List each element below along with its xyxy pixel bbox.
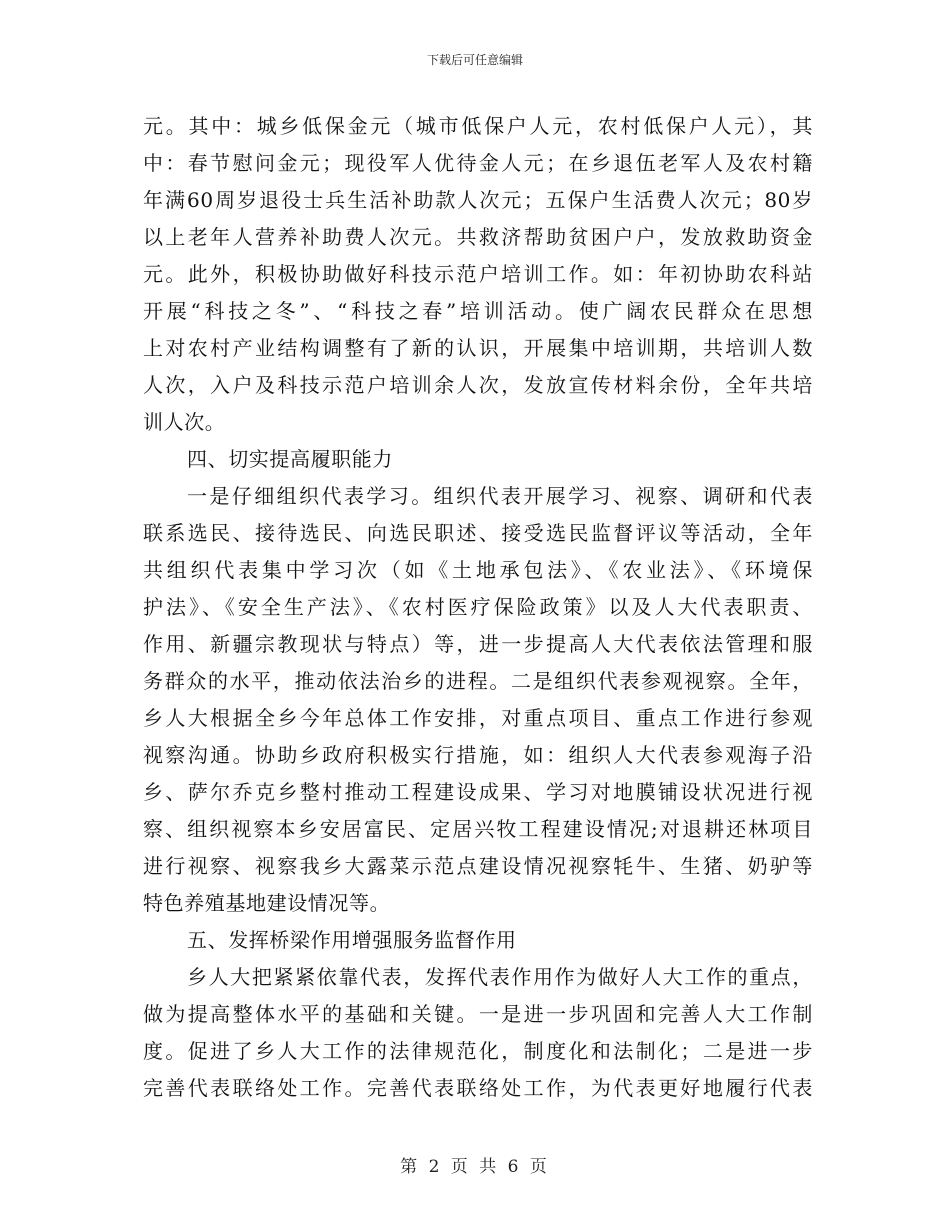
body-line: 完善代表联络处工作。完善代表联络处工作，为代表更好地履行代表 — [143, 1076, 813, 1100]
body-line: 元。其中：城乡低保金元（城市低保户人元，农村低保户人元），其 — [143, 114, 813, 138]
page-number: 第 2 页 共 6 页 — [400, 1157, 550, 1177]
body-line: 年满60周岁退役士兵生活补助款人次元；五保户生活费人次元；80岁 — [143, 188, 813, 212]
body-line: 人次，入户及科技示范户培训余人次，发放宣传材料余份，全年共培 — [143, 373, 813, 397]
body-line: 乡人大根据全乡今年总体工作安排，对重点项目、重点工作进行参观 — [143, 706, 813, 730]
body-line: 中：春节慰问金元；现役军人优待金人元；在乡退伍老军人及农村籍 — [143, 151, 813, 175]
section-heading: 五、发挥桥梁作用增强服务监督作用 — [187, 928, 517, 952]
body-line: 上对农村产业结构调整有了新的认识，开展集中培训期，共培训人数 — [143, 336, 813, 360]
body-line: 乡人大把紧紧依靠代表，发挥代表作用作为做好人大工作的重点， — [187, 965, 813, 989]
body-line: 联系选民、接待选民、向选民职述、接受选民监督评议等活动，全年 — [143, 521, 813, 545]
body-line: 察、组织视察本乡安居富民、定居兴牧工程建设情况;对退耕还林项目 — [143, 817, 813, 841]
body-line: 作用、新疆宗教现状与特点）等，进一步提高人大代表依法管理和服 — [143, 632, 813, 656]
body-line: 务群众的水平，推动依法治乡的进程。二是组织代表参观视察。全年， — [143, 669, 813, 693]
body-line: 做为提高整体水平的基础和关键。一是进一步巩固和完善人大工作制 — [143, 1002, 813, 1026]
body-line: 以上老年人营养补助费人次元。共救济帮助贫困户户，发放救助资金 — [143, 225, 813, 249]
body-line: 乡、萨尔乔克乡整村推动工程建设成果、学习对地膜铺设状况进行视 — [143, 780, 813, 804]
body-line: 护法》、《安全生产法》、《农村医疗保险政策》以及人大代表职责、 — [143, 595, 813, 619]
section-heading: 四、切实提高履职能力 — [187, 447, 393, 471]
body-line: 元。此外，积极协助做好科技示范户培训工作。如：年初协助农科站 — [143, 262, 813, 286]
document-body — [143, 108, 813, 1107]
body-line: 进行视察、视察我乡大露菜示范点建设情况视察牦牛、生猪、奶驴等 — [143, 854, 813, 878]
body-line: 特色养殖基地建设情况等。 — [143, 891, 391, 915]
page-header-note: 下载后可任意编辑 — [426, 53, 523, 67]
body-line: 共组织代表集中学习次（如《土地承包法》、《农业法》、《环境保 — [143, 558, 813, 582]
body-line: 训人次。 — [143, 410, 226, 434]
body-line: 开展“科技之冬”、“科技之春”培训活动。使广阔农民群众在思想 — [143, 299, 813, 323]
body-line: 视察沟通。协助乡政府积极实行措施，如：组织人大代表参观海子沿 — [143, 743, 813, 767]
body-line: 度。促进了乡人大工作的法律规范化，制度化和法制化；二是进一步 — [143, 1039, 813, 1063]
body-line: 一是仔细组织代表学习。组织代表开展学习、视察、调研和代表 — [187, 484, 813, 508]
